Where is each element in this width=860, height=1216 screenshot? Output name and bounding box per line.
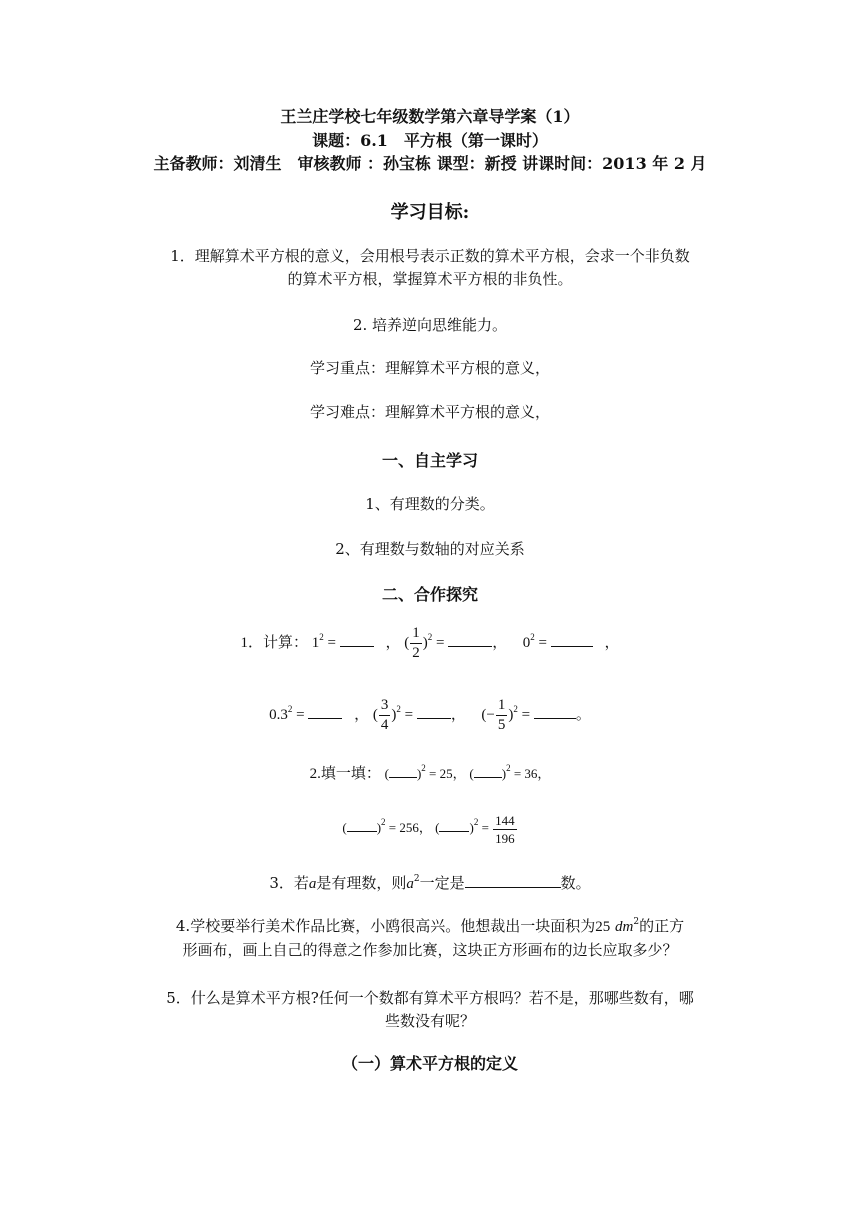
answer-blank[interactable] <box>474 765 502 778</box>
q3-text: 3．若 <box>269 874 309 892</box>
q4-unit: dm <box>615 919 634 935</box>
objectives-heading: 学习目标: <box>390 202 470 223</box>
q4-value: 25 <box>595 919 611 935</box>
objective-2: 2. 培养逆向思维能力。 <box>352 316 508 334</box>
staff-info: 主备教师：刘清生 审核教师 ：孙宝栋 课型：新授 讲课时间：2013 年 2 月 <box>153 154 707 173</box>
q3-text: 数。 <box>560 874 591 892</box>
question-4-line-2: 形画布，画上自己的得意之作参加比赛，这块正方形画布的边长应取多少？ <box>182 941 678 959</box>
section-2-heading: 二、合作探究 <box>381 585 478 604</box>
question-5-line-1: 5．什么是算术平方根?任何一个数都有算术平方根吗？若不是，那哪些数有，哪 <box>166 989 694 1007</box>
objective-1-line-2: 的算术平方根，掌握算术平方根的非负性。 <box>287 270 573 288</box>
answer-blank[interactable] <box>389 765 417 778</box>
objective-1-line-1: 1．理解算术平方根的意义，会用根号表示正数的算术平方根，会求一个非负数 <box>170 247 690 265</box>
answer-blank[interactable] <box>534 706 576 719</box>
calc-row-1: 1．计算： $1^2$ = ， ( $\frac{1}{2}$ )$^2$ = ， $0^2$ = ， <box>240 625 620 662</box>
q4-text: 的正方 <box>639 917 685 935</box>
q3-text: 一定是 <box>419 874 465 892</box>
fraction-three-quarters: $\frac{3}{4}$ <box>380 697 389 734</box>
q4-text: 4.学校要举行美术作品比赛，小鸥很高兴。他想裁出一块面积为 <box>175 917 596 935</box>
answer-blank[interactable] <box>448 634 492 647</box>
calc-label: 1．计算： <box>240 635 309 651</box>
document-title: 王兰庄学校七年级数学第六章导学案（1） <box>280 107 580 126</box>
answer-blank[interactable] <box>439 819 469 832</box>
answer-blank[interactable] <box>347 819 377 832</box>
answer-blank[interactable] <box>465 875 561 888</box>
question-3: 3．若a是有理数，则$a^2$一定是 数。 <box>269 874 591 892</box>
section-1-item-2: 2、有理数与数轴的对应关系 <box>335 540 525 558</box>
fraction-one-fifth: $\frac{1}{5}$ <box>497 697 506 734</box>
section-1-heading: 一、自主学习 <box>381 451 478 470</box>
question-5-line-2: 些数没有呢？ <box>384 1012 475 1030</box>
fill-row-2: ( )$^2$ = 256， ( )$^2$ = $\frac{144}{196}$ <box>342 812 515 846</box>
fill-row-1: 2.填一填： ( )$^2$ = 25， ( )$^2$ = 36， <box>309 763 551 782</box>
q3-variable: a <box>308 876 317 892</box>
subsection-heading: （一）算术平方根的定义 <box>341 1054 518 1073</box>
answer-blank[interactable] <box>551 634 593 647</box>
answer-blank[interactable] <box>340 634 374 647</box>
lesson-topic: 课题：6.1 平方根（第一课时） <box>312 131 548 150</box>
question-4-line-1: 4.学校要举行美术作品比赛，小鸥很高兴。他想裁出一块面积为25 $dm^2$的正方 <box>175 917 685 935</box>
fraction-144-196: $\frac{144}{196}$ <box>495 812 515 846</box>
answer-blank[interactable] <box>308 706 342 719</box>
key-point: 学习重点：理解算术平方根的意义， <box>309 359 550 377</box>
calc-row-2: $0.3^2$ = ， ( $\frac{3}{4}$ )$^2$ = ， (− $\frac{1}{5}$ )$^2$ = 。 <box>269 697 591 734</box>
fill-label: 2.填一填： <box>309 766 381 782</box>
difficulty-point: 学习难点：理解算术平方根的意义， <box>309 403 550 421</box>
answer-blank[interactable] <box>417 706 451 719</box>
q3-text: 是有理数，则 <box>316 874 407 892</box>
fraction-one-half: $\frac{1}{2}$ <box>412 625 420 662</box>
section-1-item-1: 1、有理数的分类。 <box>365 495 495 513</box>
